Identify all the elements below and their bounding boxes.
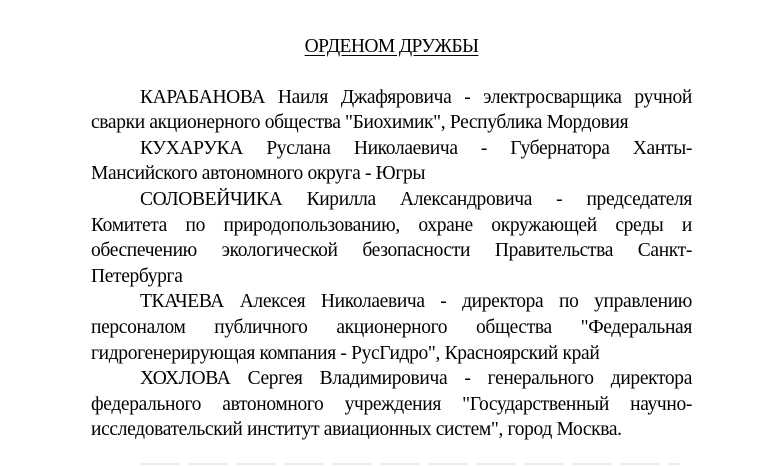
- section-heading: ОРДЕНОМ ДРУЖБЫ: [304, 36, 479, 57]
- award-entry: [91, 85, 692, 136]
- award-entry: [91, 136, 692, 187]
- entry-text: Алексея Николаевича - директора по управлению персоналом публичного акционерного общества "Федеральная гидрогенерирующая компания - РусГидро", Красноярский край: [91, 291, 692, 364]
- entry-surname: ТКАЧЕВА: [140, 291, 225, 313]
- entry-text: Кирилла Александровича - председателя Комитета по природопользованию, охране окружающей среды и обеспечению экологической безопасности Правительства Санкт-Петербурга: [91, 188, 693, 287]
- entry-surname: КУХАРУКА: [140, 137, 244, 159]
- cut-off-next-line: [140, 459, 680, 467]
- award-entry: [91, 366, 692, 443]
- entry-surname: ХОХЛОВА: [140, 368, 231, 390]
- entry-text: Руслана Николаевича - Губернатора Ханты-Мансийского автономного округа - Югры: [91, 137, 692, 185]
- entry-surname: КАРАБАНОВА: [140, 86, 266, 108]
- entry-surname: СОЛОВЕЙЧИКА: [140, 188, 283, 210]
- cut-off-glyph-tops: [140, 463, 680, 465]
- award-entry: [91, 187, 692, 289]
- entry-text: Наиля Джафяровича - электросварщика ручной сварки акционерного общества "Биохимик", Республика Мордовия: [91, 86, 692, 134]
- document-page: [91, 34, 692, 443]
- award-entry: [91, 289, 692, 366]
- entry-text: Сергея Владимировича - генерального директора федерального автономного учреждения "Государственный научно-исследовательский институт авиационных систем", город Москва.: [91, 368, 693, 441]
